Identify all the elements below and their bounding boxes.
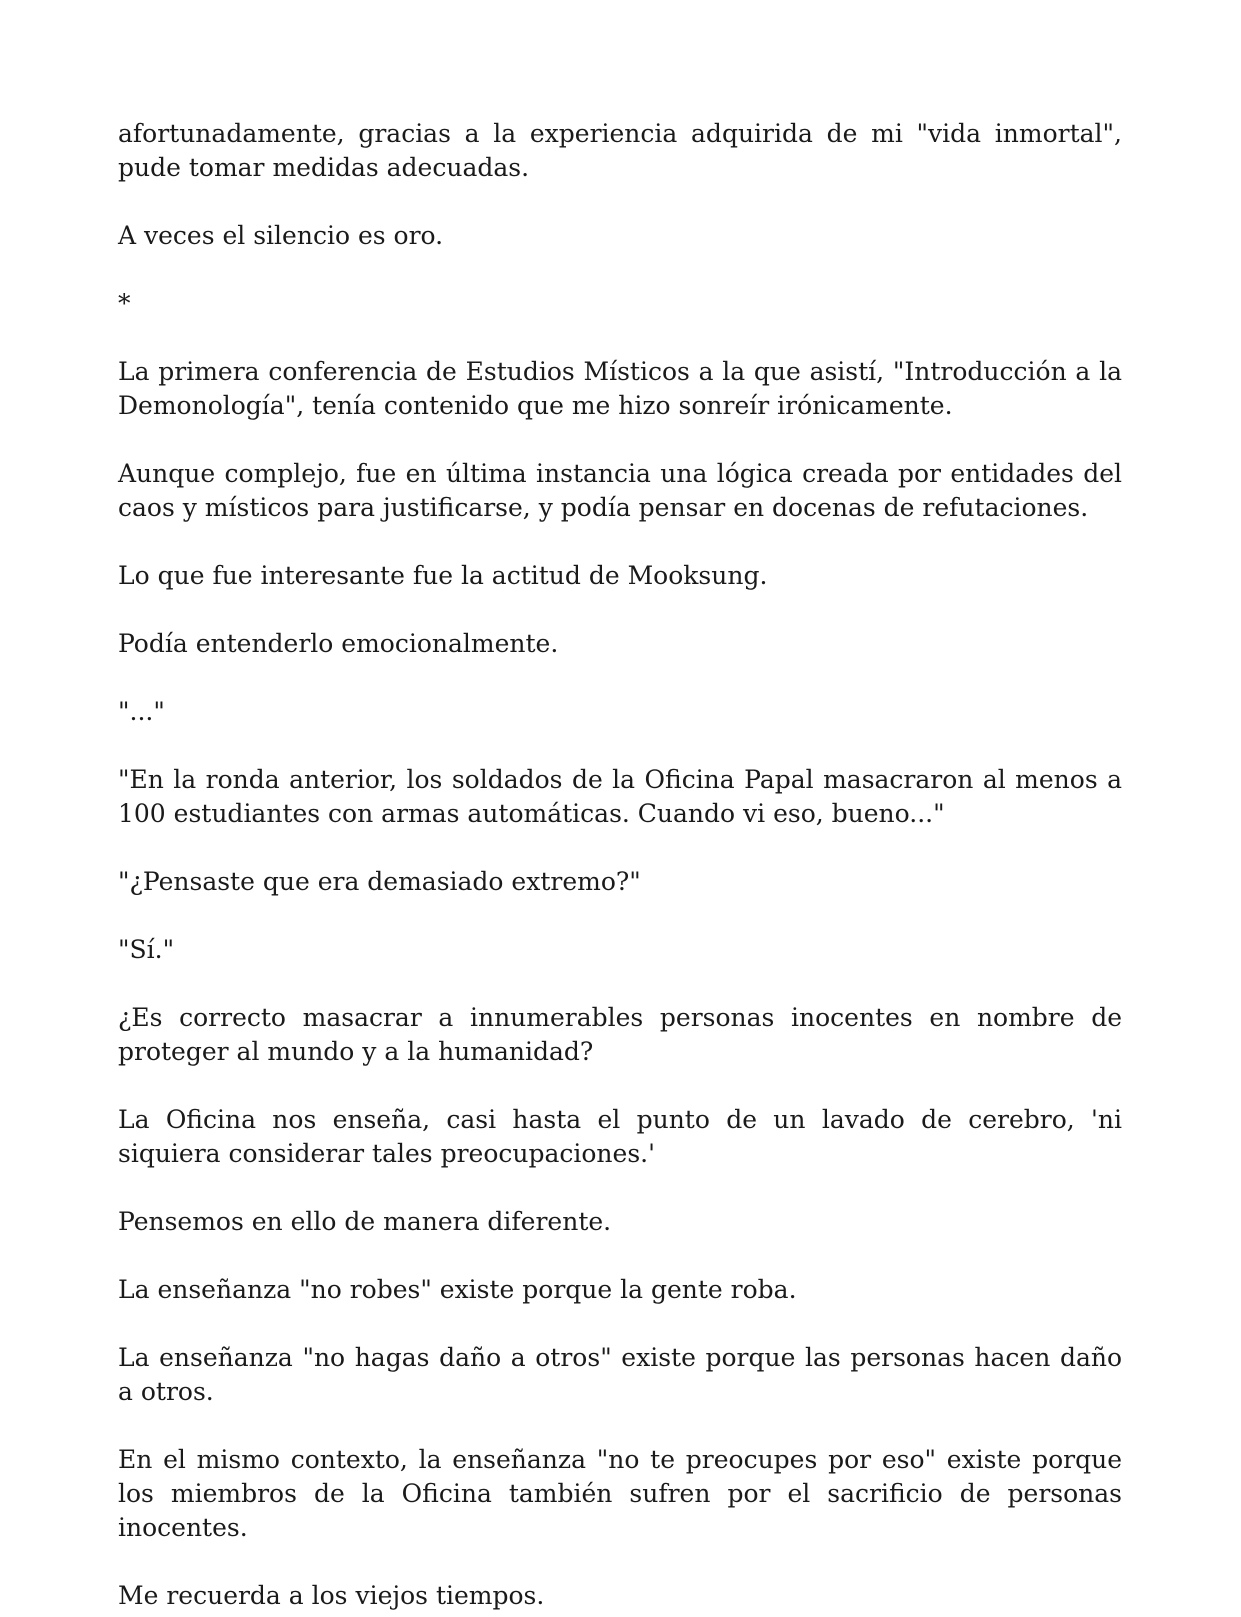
dialogue-3: "¿Pensaste que era demasiado extremo?": [118, 867, 641, 896]
paragraph-1: afortunadamente, gracias a la experiencia adquirida de mi "vida inmortal", pude tomar medidas adecuadas.: [118, 119, 1122, 182]
paragraph-5: Lo que fue interesante fue la actitud de Mooksung.: [118, 561, 768, 590]
dialogue-1: "...": [118, 697, 165, 726]
paragraph-10: La enseñanza "no robes" existe porque la gente roba.: [118, 1275, 797, 1304]
paragraph-6: Podía entenderlo emocionalmente.: [118, 629, 559, 658]
paragraph-11: La enseñanza "no hagas daño a otros" existe porque las personas hacen daño a otros.: [118, 1343, 1122, 1406]
document-page: [118, 117, 1122, 1613]
paragraph-3: La primera conferencia de Estudios Místicos a la que asistí, "Introducción a la Demonología", tenía contenido que me hizo sonreír irónicamente.: [118, 357, 1122, 420]
paragraph-4: Aunque complejo, fue en última instancia una lógica creada por entidades del caos y místicos para justificarse, y podía pensar en docenas de refutaciones.: [118, 459, 1122, 522]
paragraph-9: Pensemos en ello de manera diferente.: [118, 1207, 612, 1236]
paragraph-13: Me recuerda a los viejos tiempos.: [118, 1581, 545, 1610]
dialogue-4: "Sí.": [118, 935, 175, 964]
dialogue-2: "En la ronda anterior, los soldados de la Oficina Papal masacraron al menos a 100 estudiantes con armas automáticas. Cuando vi eso, bueno...": [118, 765, 1122, 828]
paragraph-2: A veces el silencio es oro.: [118, 221, 444, 250]
paragraph-12: En el mismo contexto, la enseñanza "no te preocupes por eso" existe porque los miembros de la Oficina también sufren por el sacrificio de personas inocentes.: [118, 1445, 1122, 1542]
paragraph-8: La Oficina nos enseña, casi hasta el punto de un lavado de cerebro, 'ni siquiera considerar tales preocupaciones.': [118, 1105, 1122, 1168]
paragraph-7: ¿Es correcto masacrar a innumerables personas inocentes en nombre de proteger al mundo y a la humanidad?: [118, 1003, 1122, 1066]
scene-break: *: [118, 289, 131, 318]
